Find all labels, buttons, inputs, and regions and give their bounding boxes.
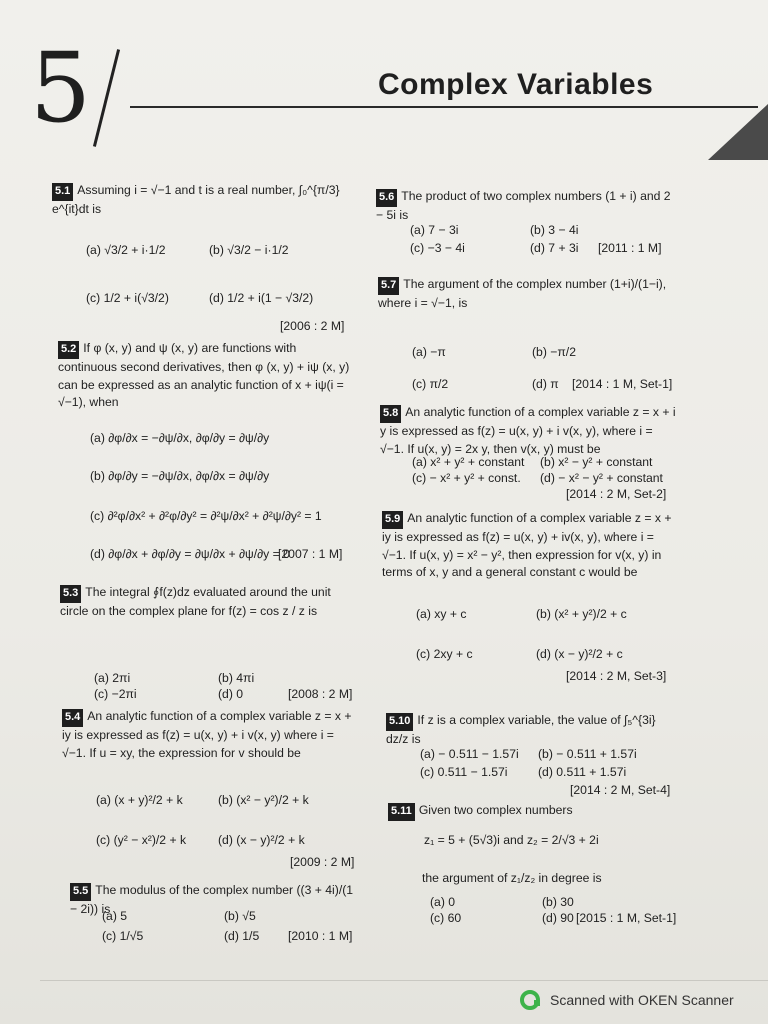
- year-tag: [2014 : 2 M, Set-3]: [566, 669, 667, 683]
- year-tag: [2014 : 1 M, Set-1]: [572, 377, 673, 391]
- year-tag: [2015 : 1 M, Set-1]: [576, 911, 677, 925]
- question-stem: The modulus of the complex number ((3 + 4i)/(1 − 2i)) is: [70, 883, 354, 916]
- option-a: (a) 5: [102, 909, 128, 923]
- option-c: (c) 2xy + c: [416, 647, 473, 661]
- question-5-1: [52, 182, 364, 219]
- option-d: (d) 1/5: [224, 929, 260, 943]
- option-d: (d) − x² − y² + constant: [540, 471, 663, 485]
- option-c: (c) 1/2 + i(√3/2): [86, 291, 169, 305]
- question-number: 5.7: [378, 277, 399, 295]
- option-d: (d) 0.511 + 1.57i: [538, 765, 627, 779]
- question-number: 5.4: [62, 709, 83, 727]
- question-number: 5.2: [58, 341, 79, 359]
- option-d: (d) (x − y)²/2 + c: [536, 647, 623, 661]
- option-b: (b) (x² + y²)/2 + c: [536, 607, 627, 621]
- question-stem: An analytic function of a complex variable z = x + iy is expressed as f(z) = u(x, y) + i v(x, y) where i = √−1. If u = xy, the expression for v should be: [62, 709, 352, 760]
- option-b: (b) √3/2 − i·1/2: [209, 243, 289, 257]
- question-stem: An analytic function of a complex variable z = x + iy is expressed as f(z) = u(x, y) + iv(x, y), where i = √−1. If u(x, y) = x² − y², then expression for v(x, y) in terms of x, y and a general constant c would be: [382, 511, 672, 580]
- chapter-number: 5: [30, 32, 92, 144]
- question-5-10: [386, 712, 678, 749]
- option-a: (a) (x + y)²/2 + k: [96, 793, 183, 807]
- footer-rule: [40, 980, 768, 981]
- option-c: (c) ∂²φ/∂x² + ∂²φ/∂y² = ∂²ψ/∂x² + ∂²ψ/∂y² = 1: [90, 509, 322, 523]
- option-c: (c) 0.511 − 1.57i: [420, 765, 508, 779]
- option-d: (d) 1/2 + i(1 − √3/2): [209, 291, 314, 305]
- question-number: 5.6: [376, 189, 397, 207]
- option-c: (c) −3 − 4i: [410, 241, 465, 255]
- question-5-4: [62, 708, 360, 762]
- option-a: (a) √3/2 + i·1/2: [86, 243, 166, 257]
- option-b: (b) 4πi: [218, 671, 255, 685]
- year-tag: [2009 : 2 M]: [290, 855, 355, 869]
- year-tag: [2008 : 2 M]: [288, 687, 353, 701]
- option-a: (a) ∂φ/∂x = −∂ψ/∂x, ∂φ/∂y = ∂ψ/∂y: [90, 431, 270, 445]
- question-5-9: [382, 510, 678, 582]
- option-b: (b) −π/2: [532, 345, 576, 359]
- question-stem: Assuming i = √−1 and t is a real number, ∫₀^{π/3} e^{it}dt is: [52, 183, 340, 216]
- question-stem: The product of two complex numbers (1 + i) and 2 − 5i is: [376, 189, 671, 222]
- right-column: [376, 188, 688, 948]
- scanner-footer: [520, 990, 734, 1010]
- question-5-7: [378, 276, 676, 313]
- question-stem: Given two complex numbers: [418, 803, 573, 817]
- question-5-3: [60, 584, 360, 621]
- question-number: 5.3: [60, 585, 81, 603]
- option-d: (d) 0: [218, 687, 244, 701]
- option-a: (a) − 0.511 − 1.57i: [420, 747, 519, 761]
- option-d: (d) 90: [542, 911, 574, 925]
- year-tag: [2007 : 1 M]: [278, 547, 343, 561]
- option-b: (b) ∂φ/∂y = −∂ψ/∂x, ∂φ/∂x = ∂ψ/∂y: [90, 469, 270, 483]
- question-formula: z₁ = 5 + (5√3)i and z₂ = 2/√3 + 2i: [424, 833, 599, 847]
- question-stem-continued: the argument of z₁/z₂ in degree is: [422, 871, 602, 885]
- option-b: (b) 3 − 4i: [530, 223, 579, 237]
- option-a: (a) 2πi: [94, 671, 131, 685]
- option-b: (b) √5: [224, 909, 256, 923]
- question-number: 5.10: [386, 713, 413, 731]
- option-d: (d) 7 + 3i: [530, 241, 579, 255]
- chapter-title: Complex Variables: [378, 68, 654, 101]
- year-tag: [2014 : 2 M, Set-4]: [570, 783, 671, 797]
- option-c: (c) 1/√5: [102, 929, 144, 943]
- option-d: (d) ∂φ/∂x + ∂φ/∂y = ∂ψ/∂x + ∂ψ/∂y = 0: [90, 547, 290, 561]
- option-d: (d) π: [532, 377, 559, 391]
- option-b: (b) 30: [542, 895, 574, 909]
- question-stem: An analytic function of a complex variable z = x + i y is expressed as f(z) = u(x, y) + i v(x, y), where i = √−1. If u(x, y) = 2x y, then v(x, y) must be: [380, 405, 676, 456]
- option-a: (a) x² + y² + constant: [412, 455, 525, 469]
- option-c: (c) −2πi: [94, 687, 137, 701]
- option-c: (c) 60: [430, 911, 462, 925]
- year-tag: [2010 : 1 M]: [288, 929, 353, 943]
- option-a: (a) 7 − 3i: [410, 223, 459, 237]
- option-a: (a) xy + c: [416, 607, 467, 621]
- question-5-8: [380, 404, 676, 458]
- scanner-logo-icon: [520, 990, 540, 1010]
- option-b: (b) x² − y² + constant: [540, 455, 653, 469]
- question-number: 5.9: [382, 511, 403, 529]
- question-stem: If z is a complex variable, the value of ∫₅^{3i} dz/z is: [386, 713, 656, 746]
- question-number: 5.5: [70, 883, 91, 901]
- question-stem: The argument of the complex number (1+i)/(1−i), where i = √−1, is: [378, 277, 667, 310]
- question-number: 5.8: [380, 405, 401, 423]
- header-rule: [130, 106, 758, 108]
- year-tag: [2011 : 1 M]: [598, 241, 662, 255]
- question-number: 5.11: [388, 803, 415, 821]
- question-5-6: [376, 188, 676, 225]
- question-5-2: [58, 340, 354, 412]
- left-column: [52, 182, 364, 952]
- option-c: (c) π/2: [412, 377, 449, 391]
- question-stem: If φ (x, y) and ψ (x, y) are functions with continuous second derivatives, then φ (x, y) + iψ (x, y) can be expressed as an analytic function of x + iψ(i = √−1), when: [58, 341, 350, 410]
- question-number: 5.1: [52, 183, 73, 201]
- option-a: (a) 0: [430, 895, 456, 909]
- chapter-slash: [93, 49, 120, 147]
- option-b: (b) − 0.511 + 1.57i: [538, 747, 637, 761]
- year-tag: [2006 : 2 M]: [280, 319, 345, 333]
- option-b: (b) (x² − y²)/2 + k: [218, 793, 309, 807]
- year-tag: [2014 : 2 M, Set-2]: [566, 487, 667, 501]
- scanner-text: Scanned with OKEN Scanner: [550, 992, 734, 1008]
- option-c: (c) − x² + y² + const.: [412, 471, 521, 485]
- option-c: (c) (y² − x²)/2 + k: [96, 833, 187, 847]
- question-stem: The integral ∮f(z)dz evaluated around the unit circle on the complex plane for f(z) = cos z / z is: [60, 585, 331, 618]
- question-5-11: [388, 802, 678, 821]
- option-a: (a) −π: [412, 345, 446, 359]
- corner-triangle: [708, 104, 768, 160]
- option-d: (d) (x − y)²/2 + k: [218, 833, 305, 847]
